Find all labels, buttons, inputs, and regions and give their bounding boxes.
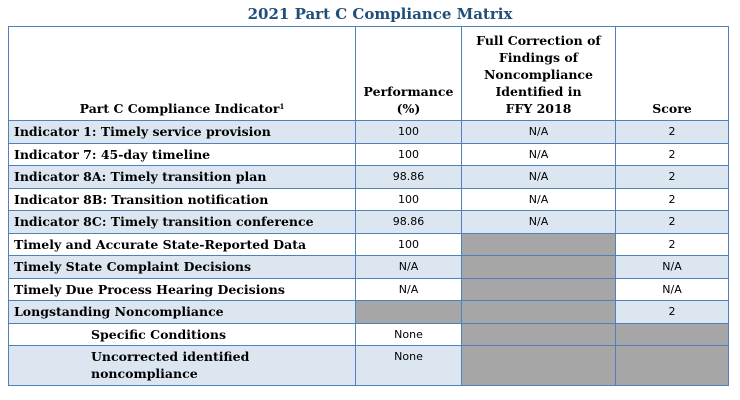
score-cell: N/A [616,278,729,301]
table-row [9,143,729,166]
table-row [9,346,729,386]
score-cell: 2 [616,166,729,189]
score-cell: 2 [616,188,729,211]
score-cell: 2 [616,211,729,234]
indicator-cell: Indicator 1: Timely service provision [9,121,356,144]
score-cell: 2 [616,233,729,256]
correction-cell: N/A [462,166,616,189]
score-cell: 2 [616,143,729,166]
correction-cell: N/A [462,188,616,211]
correction-cell-not-applicable [462,256,616,279]
correction-cell: N/A [462,121,616,144]
correction-cell-not-applicable [462,346,616,386]
indicator-cell: Indicator 8C: Timely transition conference [9,211,356,234]
score-cell: N/A [616,256,729,279]
table-row [9,301,729,324]
performance-cell: 98.86 [356,166,462,189]
indicator-cell [9,346,356,386]
indicator-cell: Specific Conditions [9,323,356,346]
performance-cell: 100 [356,121,462,144]
performance-cell: N/A [356,256,462,279]
indicator-cell: Longstanding Noncompliance [9,301,356,324]
correction-cell-not-applicable [462,301,616,324]
header-correction-line5: FFY 2018 [505,101,572,116]
header-correction-line4: Identified in [495,84,582,99]
table-row [9,256,729,279]
header-correction-line2: Findings of [498,50,579,65]
header-indicator-label: Part C Compliance Indicator [79,101,280,116]
indicator-cell: Indicator 8A: Timely transition plan [9,166,356,189]
performance-cell: 100 [356,233,462,256]
performance-cell: None [356,346,462,386]
indicator-line2: noncompliance [91,366,198,381]
table-row [9,211,729,234]
correction-cell-not-applicable [462,278,616,301]
performance-cell-not-applicable [356,301,462,324]
score-cell: 2 [616,301,729,324]
indicator-line1: Uncorrected identified [91,349,250,364]
correction-cell-not-applicable [462,233,616,256]
table-row [9,233,729,256]
table-row [9,121,729,144]
performance-cell: 98.86 [356,211,462,234]
correction-cell: N/A [462,211,616,234]
indicator-cell: Timely Due Process Hearing Decisions [9,278,356,301]
score-cell-not-applicable [616,323,729,346]
header-correction [462,27,616,121]
header-score: Score [616,27,729,121]
performance-cell: 100 [356,188,462,211]
indicator-cell: Timely State Complaint Decisions [9,256,356,279]
footnote-marker: 1 [279,102,285,111]
table-row [9,278,729,301]
table-row [9,323,729,346]
table-title: 2021 Part C Compliance Matrix [247,5,513,23]
score-cell-not-applicable [616,346,729,386]
table-row [9,166,729,189]
header-indicator [9,27,356,121]
header-performance-line2: (%) [396,101,421,116]
performance-cell: None [356,323,462,346]
header-correction-line3: Noncompliance [483,67,593,82]
header-correction-line1: Full Correction of [476,33,601,48]
indicator-cell: Timely and Accurate State-Reported Data [9,233,356,256]
compliance-matrix-table [8,26,729,386]
correction-cell-not-applicable [462,323,616,346]
performance-cell: 100 [356,143,462,166]
table-row [9,188,729,211]
performance-cell: N/A [356,278,462,301]
header-performance [356,27,462,121]
header-row [9,27,729,121]
indicator-cell: Indicator 7: 45-day timeline [9,143,356,166]
correction-cell: N/A [462,143,616,166]
score-cell: 2 [616,121,729,144]
indicator-cell: Indicator 8B: Transition notification [9,188,356,211]
header-performance-line1: Performance [363,84,454,99]
